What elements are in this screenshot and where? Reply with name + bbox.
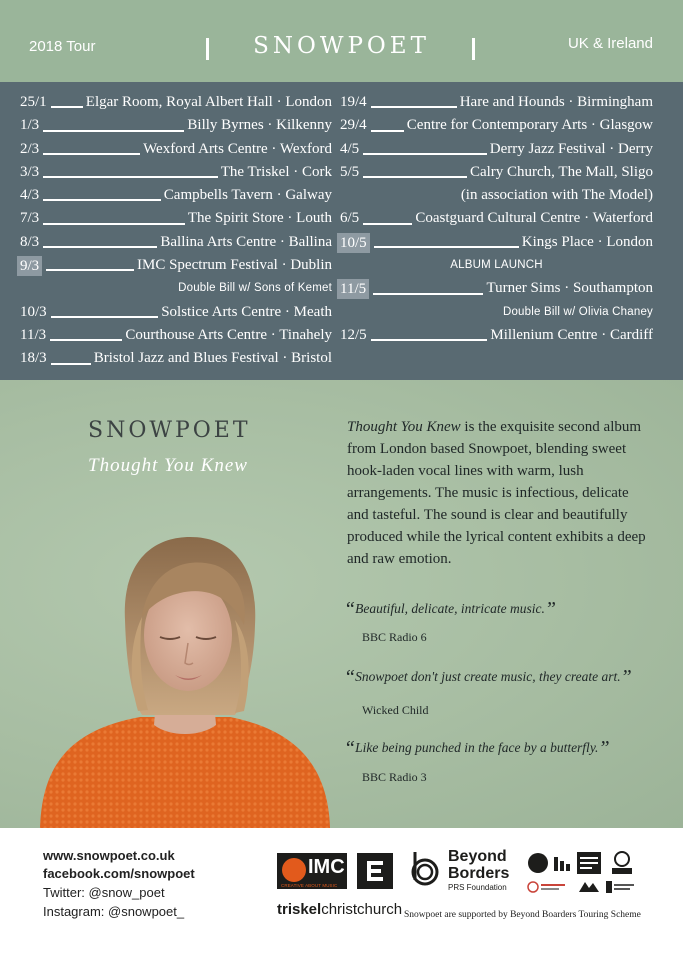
tour-date: 5/5 [340, 163, 360, 180]
tour-date: 2/3 [20, 140, 40, 157]
leader-line [363, 223, 412, 225]
divider-right [472, 38, 475, 60]
arts-council-ireland-logo-icon [609, 850, 635, 876]
beyond-borders-line2: Borders [448, 865, 510, 882]
tour-venue: Billy Byrnes · Kilkenny [187, 117, 332, 134]
tour-date-row [20, 231, 332, 254]
tour-date: 10/3 [20, 303, 47, 320]
leader-line [51, 363, 91, 365]
leader-line [371, 130, 404, 132]
tour-date: 12/5 [340, 326, 367, 343]
tour-date-row [20, 114, 332, 137]
quote-3: “Like being punched in the face by a butterfly.” [344, 737, 610, 759]
website-link[interactable]: www.snowpoet.co.uk [43, 848, 175, 863]
album-artist: SNOWPOET [88, 418, 251, 443]
tour-date-note: ALBUM LAUNCH [450, 259, 543, 272]
tour-date: 7/3 [20, 210, 40, 227]
tour-date-row [340, 231, 653, 254]
leader-line [43, 246, 157, 248]
tour-date-row [340, 207, 653, 230]
twitter-link[interactable]: Twitter: @snow_poet [43, 885, 165, 900]
tour-date: 9/3 [17, 256, 42, 276]
leader-line [51, 316, 158, 318]
tour-date-row [340, 114, 653, 137]
description-text: is the exquisite second album from London based Snowpoet, blending sweet hook-laden vocal lines with warm, lush arrangements. The music is infectious, delicate and tasteful. The sound is clear and beautifully produced while the lyrical content exhibits a deep and raw emotion. [347, 419, 646, 567]
leader-line [373, 293, 483, 295]
tour-date: 10/5 [337, 233, 370, 253]
quote-3-text: Like being punched in the face by a butterfly. [355, 740, 599, 755]
quote-1-text: Beautiful, delicate, intricate music. [355, 601, 545, 616]
tour-dates-right [340, 91, 653, 347]
leader-line [51, 106, 83, 108]
description-album-title: Thought You Knew [347, 419, 461, 435]
leader-line [371, 339, 487, 341]
leader-line [43, 130, 184, 132]
tour-date-row [20, 301, 332, 324]
tour-venue: Derry Jazz Festival · Derry [489, 140, 653, 157]
partner-small-logo-c-icon [605, 880, 635, 894]
e-logo-icon [357, 853, 393, 889]
tour-date-row [340, 161, 653, 184]
tour-venue: The Triskel · Cork [220, 163, 332, 180]
leader-line [43, 176, 218, 178]
support-note: Snowpoet are supported by Beyond Boarders Touring Scheme [404, 910, 641, 920]
tour-venue: Elgar Room, Royal Albert Hall · London [85, 94, 332, 110]
tour-year-label: 2018 Tour [29, 38, 96, 55]
album-section [0, 380, 683, 828]
quote-1: “Beautiful, delicate, intricate music.” [344, 598, 556, 620]
partner-circle-logo-icon [527, 852, 549, 874]
tour-date-note: (in association with The Model) [460, 187, 653, 204]
tour-venue: Hare and Hounds · Birmingham [459, 94, 653, 110]
tour-date-row [20, 138, 332, 161]
triskel-christchurch-logo [277, 901, 402, 918]
tour-date-row [20, 347, 332, 370]
album-title: Thought You Knew [88, 455, 248, 476]
quote-2-source: Wicked Child [362, 703, 429, 717]
tour-date: 4/5 [340, 140, 360, 157]
tour-venue: Campbells Tavern · Galway [163, 187, 332, 204]
tour-venue: Turner Sims · Southampton [486, 280, 653, 297]
tour-header [0, 0, 683, 82]
arts-council-ni-logo-icon [577, 852, 601, 874]
triskel-bold: triskel [277, 901, 322, 918]
tour-date: 3/3 [20, 163, 40, 180]
tour-date-row [340, 91, 653, 114]
tour-date: 4/3 [20, 187, 40, 204]
tour-date-row [340, 138, 653, 161]
tour-date: 8/3 [20, 233, 40, 250]
tour-date: 18/3 [20, 350, 47, 367]
leader-line [374, 246, 519, 248]
partner-small-logo-b-icon [577, 880, 601, 894]
christchurch-text: christchurch [321, 901, 403, 918]
tour-date: 11/3 [20, 326, 47, 343]
tour-date-row [340, 324, 653, 347]
tour-venue: IMC Spectrum Festival · Dublin [137, 257, 332, 274]
artist-portrait [30, 525, 340, 828]
tour-date-row [20, 207, 332, 230]
quote-2: “Snowpoet don't just create music, they create art.” [344, 666, 632, 688]
tour-date: 19/4 [340, 94, 367, 110]
tour-venue: Calry Church, The Mall, Sligo [469, 163, 653, 180]
tour-dates-left [20, 91, 332, 371]
tour-venue: Centre for Contemporary Arts · Glasgow [406, 117, 653, 134]
partner-small-logo-a-icon [527, 880, 567, 894]
tour-venue: The Spirit Store · Louth [187, 210, 332, 227]
imc-logo-text: IMC [308, 856, 345, 878]
tour-date: 11/5 [337, 279, 369, 299]
leader-line [46, 269, 134, 271]
tour-date-note: Double Bill w/ Sons of Kemet [178, 282, 332, 295]
tour-date-row [20, 254, 332, 277]
tour-date-note: Double Bill w/ Olivia Chaney [502, 305, 653, 318]
imc-mark-icon [282, 858, 306, 882]
tour-date-row [20, 324, 332, 347]
tour-date-row [20, 161, 332, 184]
tour-venue: Solstice Arts Centre · Meath [161, 303, 332, 320]
tour-venue: Kings Place · London [521, 233, 653, 250]
beyond-borders-icon [407, 850, 443, 886]
leader-line [43, 223, 185, 225]
tour-date: 1/3 [20, 117, 40, 134]
tour-venue: Coastguard Cultural Centre · Waterford [415, 210, 653, 227]
imc-logo [277, 853, 347, 889]
tour-venue: Ballina Arts Centre · Ballina [160, 233, 332, 250]
instagram-link[interactable]: Instagram: @snowpoet_ [43, 904, 185, 919]
partner-bars-logo-icon [553, 856, 571, 872]
leader-line [363, 153, 487, 155]
quote-1-source: BBC Radio 6 [362, 630, 427, 644]
tour-date: 29/4 [340, 117, 367, 134]
facebook-link[interactable]: facebook.com/snowpoet [43, 866, 195, 881]
tour-venue: Bristol Jazz and Blues Festival · Bristol [93, 350, 332, 367]
leader-line [363, 176, 467, 178]
leader-line [43, 153, 140, 155]
quote-2-text: Snowpoet don't just create music, they create art. [355, 669, 621, 684]
brand-title: SNOWPOET [253, 33, 430, 59]
imc-logo-subtitle: CREATIVE ABOUT MUSIC [281, 883, 338, 888]
footer [0, 828, 683, 960]
tour-date-row [20, 91, 332, 114]
quote-3-source: BBC Radio 3 [362, 770, 427, 784]
prs-foundation-label: PRS Foundation [448, 883, 507, 892]
album-description [347, 416, 652, 570]
tour-dates-panel [0, 82, 683, 380]
tour-venue: Millenium Centre · Cardiff [490, 326, 653, 343]
tour-venue: Wexford Arts Centre · Wexford [143, 140, 332, 157]
leader-line [371, 106, 457, 108]
tour-date: 25/1 [20, 94, 47, 110]
leader-line [50, 339, 122, 341]
region-label: UK & Ireland [567, 35, 653, 52]
tour-venue: Courthouse Arts Centre · Tinahely [125, 326, 332, 343]
beyond-borders-line1: Beyond [448, 848, 507, 865]
tour-date-row [340, 277, 653, 300]
tour-date: 6/5 [340, 210, 360, 227]
tour-date-row [20, 184, 332, 207]
leader-line [43, 199, 161, 201]
